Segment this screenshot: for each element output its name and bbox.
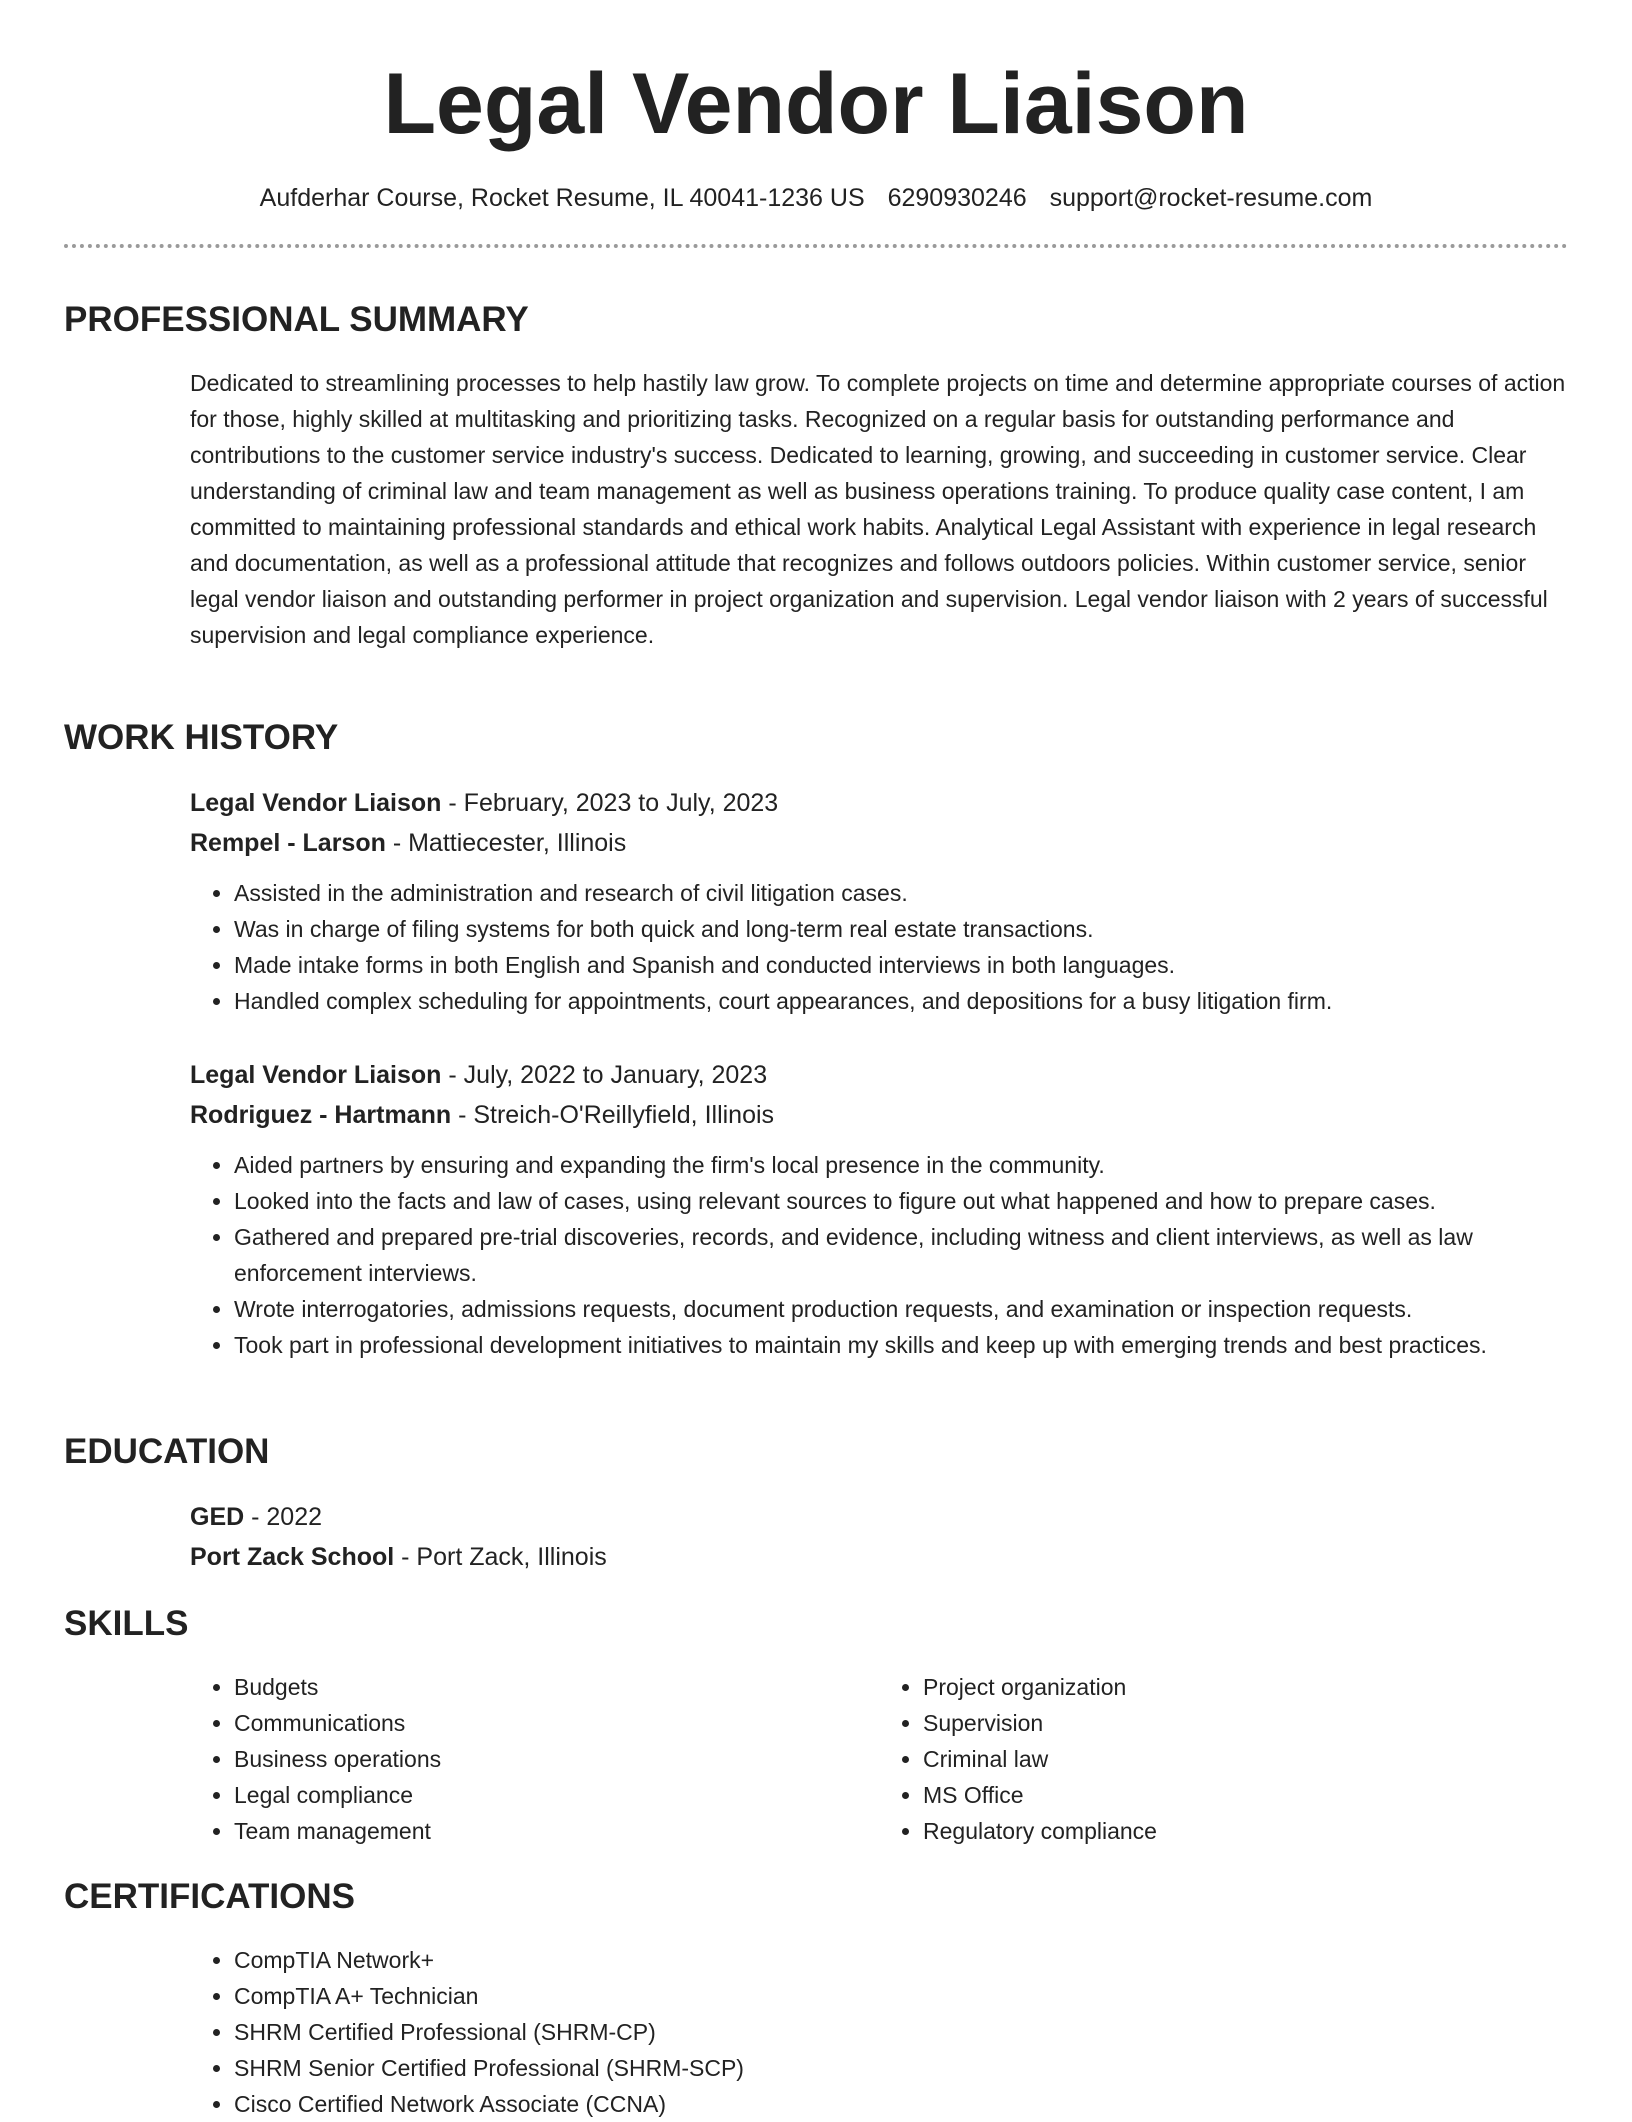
job-location: - Mattiecester, Illinois — [385, 829, 627, 857]
list-item: • Gathered and prepared pre-trial discoveries, records, and evidence, including witness and client interviews, as well as law enforcement interviews. — [234, 1219, 1570, 1291]
degree-line — [190, 1497, 607, 1537]
list-item: • Legal compliance — [234, 1777, 879, 1813]
job-company: Rodriguez - Hartmann — [190, 1101, 452, 1129]
section-title-summary: PROFESSIONAL SUMMARY — [64, 300, 529, 339]
contact-line — [64, 182, 1568, 214]
contact-address: Aufderhar Course, Rocket Resume, IL 40041-1236 US — [259, 184, 865, 212]
job-company-line — [190, 1095, 1570, 1135]
school-line — [190, 1537, 607, 1577]
certifications-section — [190, 1942, 744, 2122]
section-title-education: EDUCATION — [64, 1432, 270, 1471]
list-item: • MS Office — [923, 1777, 1568, 1813]
certifications-list — [190, 1942, 744, 2122]
degree: GED — [190, 1503, 245, 1531]
job-dates: - February, 2023 to July, 2023 — [441, 789, 779, 817]
list-item: • Business operations — [234, 1741, 879, 1777]
list-item: • Took part in professional development initiatives to maintain my skills and keep up with emerging trends and best practices. — [234, 1327, 1570, 1363]
list-item: • Cisco Certified Network Associate (CCNA) — [234, 2086, 744, 2122]
job-location: - Streich-O'Reillyfield, Illinois — [451, 1101, 775, 1129]
job-role: Legal Vendor Liaison — [190, 789, 442, 817]
list-item: • Budgets — [234, 1669, 879, 1705]
list-item: • Was in charge of filing systems for both quick and long-term real estate transactions. — [234, 911, 1570, 947]
job-entry — [190, 783, 1632, 1019]
header-divider — [64, 244, 1568, 248]
skills-list-right — [879, 1669, 1568, 1849]
degree-year: - 2022 — [244, 1503, 323, 1531]
contact-phone: 6290930246 — [887, 184, 1027, 212]
education-entry — [190, 1497, 607, 1577]
list-item: • Handled complex scheduling for appointments, court appearances, and depositions for a busy litigation firm. — [234, 983, 1570, 1019]
list-item: • Made intake forms in both English and Spanish and conducted interviews in both languages. — [234, 947, 1570, 983]
list-item: • Assisted in the administration and research of civil litigation cases. — [234, 875, 1570, 911]
list-item: • CompTIA Network+ — [234, 1942, 744, 1978]
list-item: • Aided partners by ensuring and expanding the firm's local presence in the community. — [234, 1147, 1570, 1183]
job-bullets — [190, 1147, 1570, 1363]
section-title-certifications: CERTIFICATIONS — [64, 1877, 356, 1916]
skills-section — [190, 1669, 1568, 1849]
job-role-line — [190, 1055, 1570, 1095]
list-item: • Looked into the facts and law of cases, using relevant sources to figure out what happened and how to prepare cases. — [234, 1183, 1570, 1219]
list-item: • Regulatory compliance — [923, 1813, 1568, 1849]
job-entry — [190, 1055, 1632, 1363]
job-dates: - July, 2022 to January, 2023 — [441, 1061, 768, 1089]
section-title-skills: SKILLS — [64, 1604, 189, 1643]
summary-section — [190, 365, 1632, 653]
job-role: Legal Vendor Liaison — [190, 1061, 442, 1089]
school-location: - Port Zack, Illinois — [394, 1543, 607, 1571]
list-item: • CompTIA A+ Technician — [234, 1978, 744, 2014]
list-item: • Criminal law — [923, 1741, 1568, 1777]
candidate-name: Legal Vendor Liaison — [383, 56, 1249, 152]
contact-email: support@rocket-resume.com — [1049, 184, 1373, 212]
resume-page — [64, 0, 1568, 2117]
school: Port Zack School — [190, 1543, 395, 1571]
list-item: • Communications — [234, 1705, 879, 1741]
job-company-line — [190, 823, 1570, 863]
list-item: • Supervision — [923, 1705, 1568, 1741]
job-company: Rempel - Larson — [190, 829, 386, 857]
list-item: • SHRM Certified Professional (SHRM-CP) — [234, 2014, 744, 2050]
section-title-work: WORK HISTORY — [64, 718, 339, 757]
list-item: • Project organization — [923, 1669, 1568, 1705]
job-bullets — [190, 875, 1570, 1019]
list-item: • Wrote interrogatories, admissions requests, document production requests, and examination or inspection requests. — [234, 1291, 1570, 1327]
list-item: • Team management — [234, 1813, 879, 1849]
list-item: • SHRM Senior Certified Professional (SHRM-SCP) — [234, 2050, 744, 2086]
skills-list-left — [190, 1669, 879, 1849]
job-role-line — [190, 783, 1570, 823]
summary-text: Dedicated to streamlining processes to help hastily law grow. To complete projects on time and determine appropriate courses of action for those, highly skilled at multitasking and prioritizing tasks. Recognized on a regular basis for outstanding performance and contributions to the customer service industry's success. Dedicated to learning, growing, and succeeding in customer service. Clear understanding of criminal law and team management as well as business operations training. To produce quality case content, I am committed to maintaining professional standards and ethical work habits. Analytical Legal Assistant with experience in legal research and documentation, as well as a professional attitude that recognizes and follows outdoors policies. Within customer service, senior legal vendor liaison and outstanding performer in project organization and supervision. Legal vendor liaison with 2 years of successful supervision and legal compliance experience. — [190, 370, 1566, 648]
